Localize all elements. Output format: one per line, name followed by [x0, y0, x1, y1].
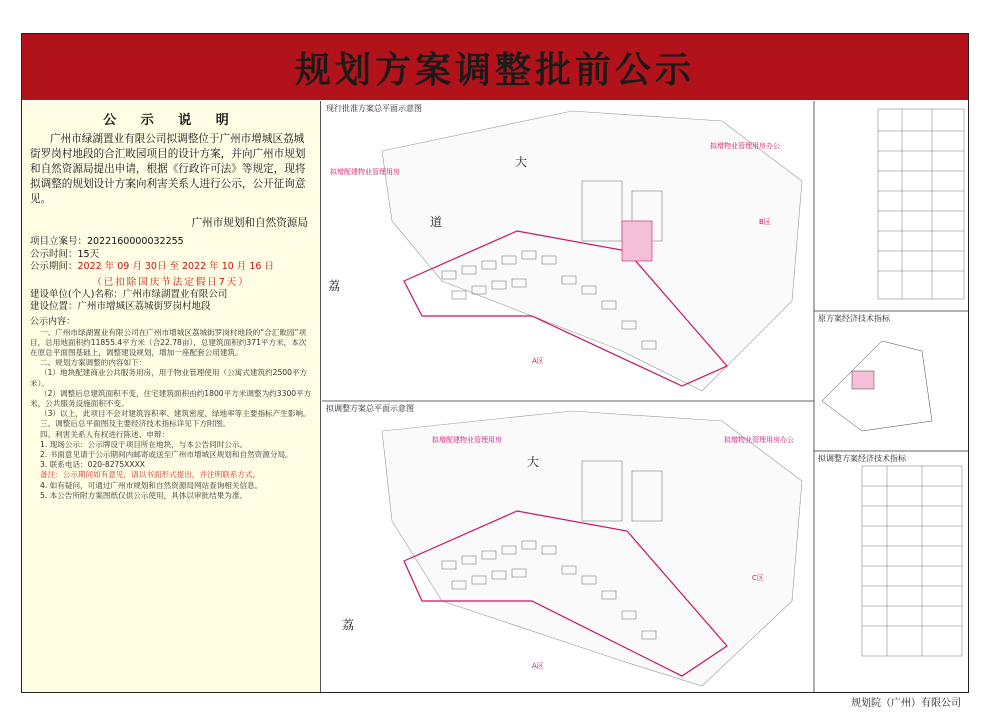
road-label: 荔 [342, 618, 355, 632]
project-number: 2022160000032255 [87, 236, 184, 247]
callout-label: 拟增配建物业管理用房 [432, 436, 502, 444]
location-line [30, 301, 312, 314]
current-site-plan [382, 111, 802, 391]
note-paragraph: 5. 本公告所附方案图纸仅供公示使用，具体以审批结果为准。 [40, 490, 248, 500]
content-paragraph: 一、广州市绿湖置业有限公司在广州市增城区荔城街罗岗村地段的“合汇畋园”项目，总用地面积约11855.4平方米（合22.78亩），总建筑面积约371平方米，本次在原总平面图基础上，调整建设规划，增加一座配套公用建筑。 [30, 327, 307, 357]
note-paragraph: 2. 书面意见请于公示期间内邮寄或送至广州市增城区规划和自然资源分局。 [40, 449, 293, 459]
note-paragraph: 1. 现场公示：公示牌设于项目所在地块，与本公告同时公示。 [40, 439, 248, 449]
note-paragraph: 备注：公示期间如有意见，请以书面形式提出，并注明联系方式。 [40, 470, 261, 480]
project-number-line [30, 236, 312, 249]
proposed-site-plan [382, 411, 802, 686]
period-label: 公示期间： [30, 261, 78, 272]
right-top-label: 原方案经济技术指标 [818, 314, 890, 323]
zone-label: C区 [752, 574, 764, 582]
callout-label: 拟增配建物业管理用房 [330, 168, 400, 176]
period-line [30, 261, 312, 274]
note-paragraph: 3. 联系电话：020-8275XXXX [40, 460, 145, 470]
content-paragraph: （2）调整后总建筑面积不变，住宅建筑面积由约1800平方米调整为约3300平方米，公共服务设施面积不变。 [30, 388, 312, 408]
zone-label: A区 [532, 662, 544, 670]
commercial-zone-hatch [622, 221, 652, 261]
road-label: 大 [527, 455, 540, 469]
duration-label: 公示时间： [30, 248, 78, 260]
location-label: 建设位置： [30, 301, 78, 312]
callout-label: 拟增物业管理用房办公 [710, 142, 780, 150]
notice-heading: 公 示 说 明 [103, 113, 239, 128]
applicant-line [30, 289, 312, 302]
content-paragraph: 三、调整后总平面图及主要经济技术指标详见下方附图。 [40, 419, 230, 429]
road-label: 道 [430, 215, 443, 229]
page-title: 规划方案调整批前公示 [294, 49, 695, 91]
holiday-note: （已扣除国庆节法定假日7天） [92, 276, 250, 288]
top-plan-label: 现行批准方案总平面示意图 [326, 104, 422, 113]
plans-panel [322, 101, 968, 692]
project-number-label: 项目立案号： [30, 236, 88, 247]
zone-label: B区 [759, 218, 771, 226]
notice-intro: 广州市绿湖置业有限公司拟调整位于广州市增城区荔城街罗岗村地段的合汇畋园项目的设计方案，并向广州市规划和自然资源局提出申请，根据《行政许可法》等规定，现将拟调整的规划设计方案向利害关系人进行公示，公开征询意见。 [30, 133, 306, 205]
content-paragraph: （3）以上，此项目不会对建筑容积率、建筑密度、绿地率等主要指标产生影响。 [40, 409, 311, 419]
content-paragraph: 二、规划方案调整的内容如下： [40, 358, 147, 368]
indicator-table-bottom [862, 466, 962, 656]
road-label: 大 [515, 155, 528, 169]
applicant-label: 建设单位(个人)名称： [30, 288, 123, 300]
applicant-value: 广州市绿湖置业有限公司 [122, 288, 228, 300]
location-value: 广州市增城区荔城街罗岗村地段 [77, 301, 211, 312]
duration-value: 15天 [77, 248, 100, 260]
note-paragraph: 4. 如有疑问，可通过广州市规划和自然资源局网站查询相关信息。 [40, 480, 263, 490]
footer-company: 规划院（广州）有限公司 [851, 698, 961, 709]
title-banner [22, 34, 968, 100]
notice-panel [22, 101, 321, 692]
road-label: 荔 [328, 279, 341, 293]
content-paragraph: （1）地块配建商业公共服务用房，用于物业管理使用（公寓式建筑约2500平方米）。 [30, 368, 308, 388]
callout-label: 拟增物业管理用房办公 [724, 436, 794, 444]
bottom-plan-label: 拟调整方案总平面示意图 [326, 404, 414, 413]
notice-authority: 广州市规划和自然资源局 [191, 217, 308, 229]
contents-label: 公示内容： [30, 316, 76, 327]
zone-label: A区 [532, 357, 544, 365]
notes-heading: 四、利害关系人有权进行陈述、申辩： [40, 429, 170, 439]
period-value: 2022 年 09 月 30日 至 2022 年 10 月 16 日 [77, 261, 274, 272]
site-plan-drawings [322, 101, 968, 692]
location-key-plan [822, 341, 932, 431]
indicator-table-top [878, 109, 964, 299]
right-bottom-label: 拟调整方案经济技术指标 [818, 454, 906, 463]
duration-line [30, 249, 312, 262]
